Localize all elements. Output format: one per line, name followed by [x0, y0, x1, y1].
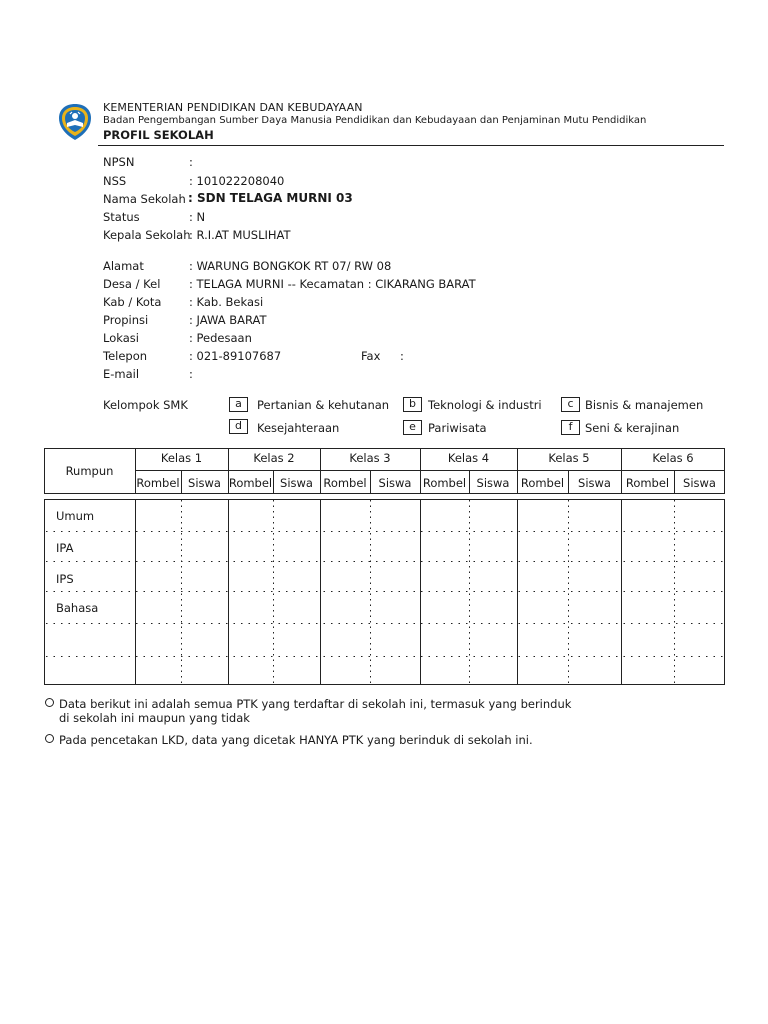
smk-option-c-text: Bisnis & manajemen	[585, 398, 704, 412]
village-value: : TELAGA MURNI -- Kecamatan : CIKARANG BARAT	[189, 277, 476, 291]
kelas-3-siswa-header: Siswa	[378, 476, 412, 490]
regency-label: Kab / Kota	[103, 295, 162, 309]
location-value: : Pedesaan	[189, 331, 252, 345]
nss-value: : 101022208040	[189, 174, 285, 188]
province-label: Propinsi	[103, 313, 149, 327]
principal-label: Kepala Sekolah	[103, 228, 191, 242]
smk-option-e-text: Pariwisata	[428, 421, 487, 435]
row-ips-label: IPS	[56, 572, 74, 586]
kelas-5-rombel-header: Rombel	[520, 476, 565, 490]
smk-option-d-text: Kesejahteraan	[257, 421, 340, 435]
smk-group-label: Kelompok SMK	[103, 398, 188, 412]
phone-value: : 021-89107687	[189, 349, 282, 363]
kelas-4-header: Kelas 4	[447, 451, 490, 465]
kelas-4-rombel-header: Rombel	[422, 476, 467, 490]
email-value: :	[189, 367, 193, 381]
kelas-3-header: Kelas 3	[349, 451, 391, 465]
status-label: Status	[103, 210, 140, 224]
agency-name: Badan Pengembangan Sumber Daya Manusia Pendidikan dan Kebudayaan dan Penjaminan Mutu Pendidikan	[103, 115, 647, 126]
address-label: Alamat	[103, 259, 144, 273]
note-2-bullet-icon	[45, 734, 54, 743]
school-name-label: Nama Sekolah	[103, 192, 186, 206]
kelas-2-rombel-header: Rombel	[228, 476, 273, 490]
kelas-6-rombel-header: Rombel	[625, 476, 670, 490]
fax-label: Fax	[361, 349, 381, 363]
note-1-bullet-icon	[45, 698, 54, 707]
row-ipa-label: IPA	[56, 541, 74, 555]
row-bahasa-label: Bahasa	[56, 601, 99, 615]
kelas-5-siswa-header: Siswa	[578, 476, 611, 490]
province-value: : JAWA BARAT	[189, 313, 267, 327]
smk-option-d-box[interactable]: d	[229, 419, 248, 434]
smk-option-b-text: Teknologi & industri	[428, 398, 542, 412]
kelas-5-header: Kelas 5	[548, 451, 590, 465]
kelas-6-header: Kelas 6	[652, 451, 694, 465]
note-2-text: Pada pencetakan LKD, data yang dicetak HANYA PTK yang berinduk di sekolah ini.	[59, 733, 533, 747]
kelas-2-header: Kelas 2	[253, 451, 295, 465]
kelas-6-siswa-header: Siswa	[683, 476, 716, 490]
npsn-value: :	[189, 155, 193, 169]
village-label: Desa / Kel	[103, 277, 161, 291]
kelas-1-header: Kelas 1	[160, 451, 203, 465]
location-label: Lokasi	[103, 331, 139, 345]
fax-value: :	[400, 349, 404, 363]
class-table	[44, 448, 725, 685]
smk-option-f-text: Seni & kerajinan	[585, 421, 680, 435]
kelas-2-siswa-header: Siswa	[280, 476, 313, 490]
regency-value: : Kab. Bekasi	[189, 295, 264, 309]
email-label: E-mail	[103, 367, 140, 381]
school-name-value: : SDN TELAGA MURNI 03	[188, 191, 353, 205]
ministry-logo	[56, 103, 94, 141]
page-title: PROFIL SEKOLAH	[103, 128, 214, 142]
header-divider	[98, 145, 724, 146]
rumpun-header: Rumpun	[65, 464, 114, 478]
kelas-3-rombel-header: Rombel	[323, 476, 367, 490]
smk-option-a-text: Pertanian & kehutanan	[257, 398, 390, 412]
kelas-1-siswa-header: Siswa	[188, 476, 221, 490]
npsn-label: NPSN	[103, 155, 135, 169]
kelas-4-siswa-header: Siswa	[476, 476, 510, 490]
smk-option-e-box[interactable]: e	[403, 420, 422, 435]
row-umum-label: Umum	[56, 509, 95, 523]
ministry-name: KEMENTERIAN PENDIDIKAN DAN KEBUDAYAAN	[103, 101, 363, 114]
principal-value: : R.I.AT MUSLIHAT	[189, 228, 291, 242]
note-1-line-2: di sekolah ini maupun yang tidak	[59, 711, 250, 725]
nss-label: NSS	[103, 174, 127, 188]
note-1-line-1: Data berikut ini adalah semua PTK yang terdaftar di sekolah ini, termasuk yang berinduk	[59, 697, 572, 711]
address-value: : WARUNG BONGKOK RT 07/ RW 08	[189, 259, 392, 273]
kelas-1-rombel-header: Rombel	[136, 476, 180, 490]
smk-option-c-box[interactable]: c	[561, 397, 580, 412]
smk-option-f-box[interactable]: f	[561, 420, 580, 435]
phone-label: Telepon	[103, 349, 148, 363]
smk-option-a-box[interactable]: a	[229, 397, 248, 412]
status-value: : N	[189, 210, 206, 224]
smk-option-b-box[interactable]: b	[403, 397, 422, 412]
